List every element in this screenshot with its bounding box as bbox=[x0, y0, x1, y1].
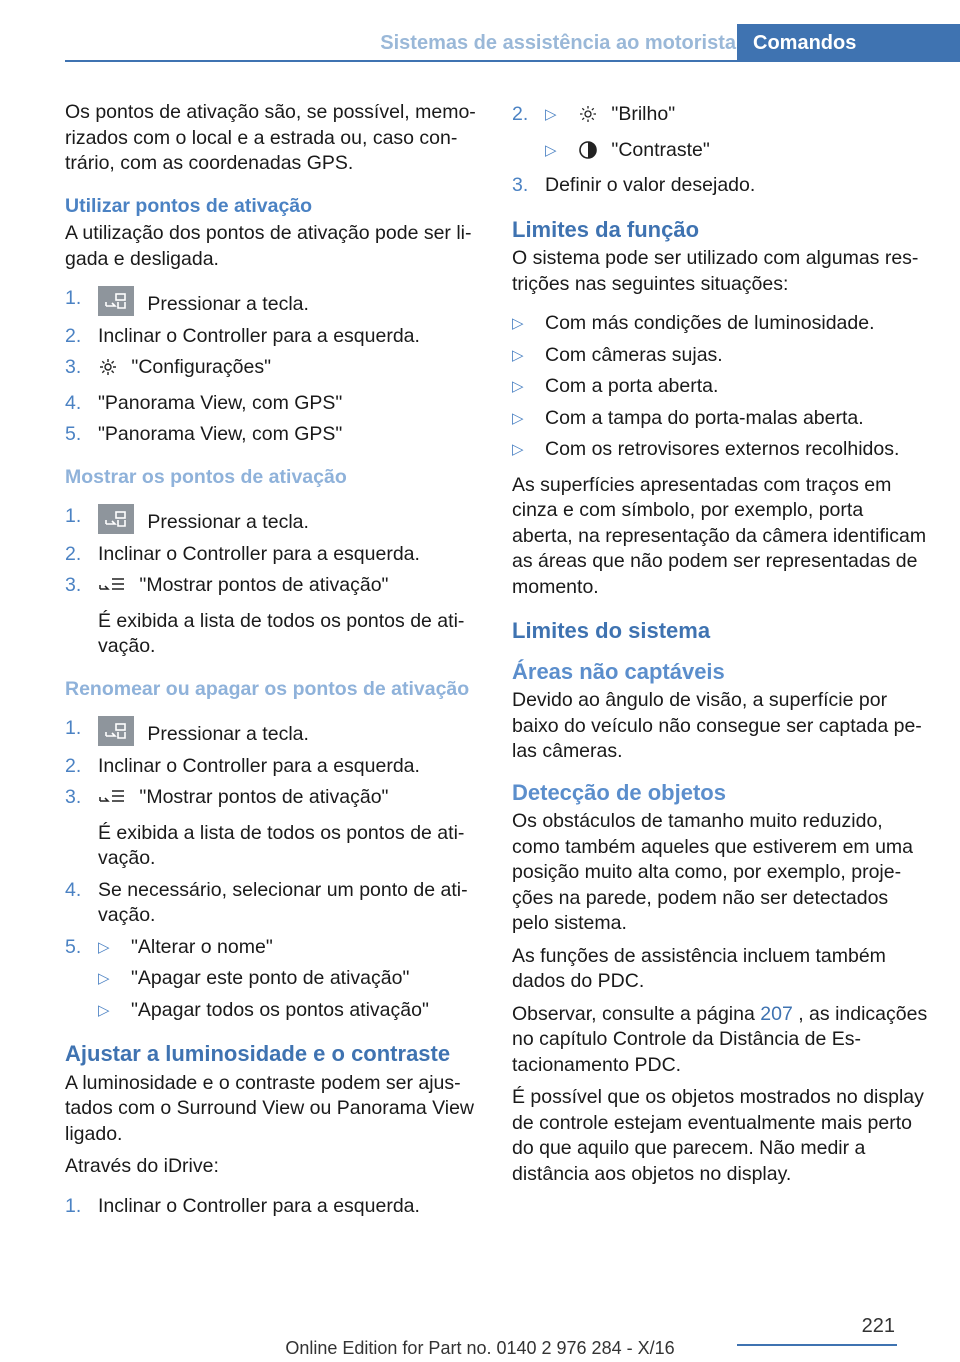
list-item bbox=[65, 422, 483, 448]
list-item bbox=[512, 437, 928, 463]
step-text: "Mostrar pontos de ativação" bbox=[139, 786, 389, 808]
option-text: "Apagar este ponto de ativação" bbox=[131, 967, 410, 989]
steps-list bbox=[65, 504, 483, 660]
step-number: 1. bbox=[65, 717, 82, 739]
option-text: "Brilho" bbox=[611, 103, 676, 125]
list-item bbox=[65, 716, 483, 748]
bullet-text: Com más condições de luminosidade. bbox=[545, 312, 875, 334]
heading-system-limits: Limites do sistema bbox=[512, 618, 711, 643]
step-number: 4. bbox=[65, 391, 82, 414]
paragraph: É possível que os objetos mostrados no display de controle estejam eventualmente mais perto do que aquilo que parecem. Não medir a distância aos objetos no display. bbox=[512, 1086, 924, 1185]
list-item bbox=[65, 935, 483, 1024]
list-item bbox=[98, 966, 483, 992]
step-text: Se necessário, selecionar um ponto de ativação. bbox=[98, 878, 468, 926]
step-number: 2. bbox=[65, 542, 82, 565]
option-text: "Apagar todos os pontos ativação" bbox=[131, 998, 429, 1021]
list-item bbox=[65, 355, 483, 385]
step-text: "Panorama View, com GPS" bbox=[98, 391, 343, 414]
list-item bbox=[512, 311, 928, 337]
step-number: 4. bbox=[65, 878, 82, 901]
edition-text: Online Edition for Part no. 0140 2 976 284 - X/16 bbox=[285, 1338, 675, 1358]
step-text: Definir o valor desejado. bbox=[545, 174, 756, 196]
step-number: 5. bbox=[65, 423, 82, 445]
intro-paragraph: Os pontos de ativação são, se possível, memorizados com o local e a estrada ou, caso contrário, com as coordenadas GPS. bbox=[65, 101, 476, 174]
step-text: Pressionar a tecla. bbox=[147, 293, 309, 315]
subheading-use-activation-points: Utilizar pontos de ativação bbox=[65, 194, 313, 217]
steps-list bbox=[65, 1194, 483, 1220]
step-text: "Configurações" bbox=[131, 356, 272, 378]
contrast-icon bbox=[578, 140, 598, 168]
brightness-icon bbox=[578, 104, 598, 132]
triangle-bullet-icon: ▷ bbox=[512, 346, 524, 364]
right-column bbox=[512, 100, 928, 1194]
list-item bbox=[65, 754, 483, 780]
step-number: 1. bbox=[65, 1194, 82, 1217]
step-text: "Panorama View, com GPS" bbox=[98, 423, 343, 445]
page-number: 221 bbox=[861, 1315, 895, 1337]
options-list bbox=[98, 935, 483, 1024]
paragraph: O sistema pode ser utilizado com algumas restrições nas seguintes situações: bbox=[512, 247, 919, 295]
list-item bbox=[65, 286, 483, 318]
page-reference-link[interactable]: 207 bbox=[760, 1002, 793, 1025]
triangle-bullet-icon: ▷ bbox=[545, 106, 557, 123]
list-item bbox=[512, 173, 928, 199]
camera-key-icon bbox=[98, 716, 134, 746]
step-continuation: É exibida a lista de todos os pontos de ativação. bbox=[98, 821, 465, 869]
camera-key-icon bbox=[98, 504, 134, 534]
paragraph: Através do iDrive: bbox=[65, 1155, 219, 1177]
list-item bbox=[65, 1194, 483, 1220]
paragraph: A luminosidade e o contraste podem ser ajustados com o Surround View ou Panorama View ligado. bbox=[65, 1071, 475, 1145]
list-item bbox=[65, 542, 483, 568]
step-continuation: É exibida a lista de todos os pontos de ativação. bbox=[98, 609, 465, 657]
list-item bbox=[512, 374, 928, 400]
bullet-text: Com a tampa do porta-malas aberta. bbox=[545, 406, 864, 429]
step-number: 2. bbox=[65, 754, 82, 777]
triangle-bullet-icon: ▷ bbox=[512, 315, 524, 332]
step-text: Pressionar a tecla. bbox=[147, 511, 309, 533]
triangle-bullet-icon: ▷ bbox=[98, 970, 110, 987]
triangle-bullet-icon: ▷ bbox=[512, 409, 524, 427]
steps-list bbox=[512, 102, 928, 199]
subheading-rename-delete-activation-points: Renomear ou apagar os pontos de ativação bbox=[65, 677, 470, 700]
list-item bbox=[545, 102, 928, 132]
gear-icon bbox=[98, 357, 118, 385]
list-item bbox=[65, 573, 483, 660]
activation-list-icon bbox=[98, 787, 126, 815]
options-list bbox=[545, 102, 928, 167]
paragraph: Os obstáculos de tamanho muito reduzido, como também aqueles que estiverem em uma posição muito alta como, por exemplo, projeções na parede, podem não ser detectados pelo sistema. bbox=[512, 810, 914, 934]
steps-list bbox=[65, 716, 483, 1023]
option-text: "Alterar o nome" bbox=[131, 935, 273, 958]
paragraph: As superfícies apresentadas com traços em cinza e com símbolo, por exemplo, porta aberta, na representação da câmera identificam as áreas que não podem ser representadas de momento. bbox=[512, 473, 927, 598]
header-rule bbox=[65, 60, 737, 62]
chapter-tab: Comandos bbox=[737, 24, 960, 62]
paragraph-text: Observar, consulte a página bbox=[512, 1002, 761, 1025]
step-text: "Mostrar pontos de ativação" bbox=[139, 574, 389, 596]
left-column bbox=[65, 100, 483, 1229]
paragraph-text: , as indicações no capítulo Controle da Distância de Estacionamento PDC. bbox=[512, 1002, 928, 1076]
triangle-bullet-icon: ▷ bbox=[98, 938, 110, 956]
paragraph: Devido ao ângulo de visão, a superfície por baixo do veículo não consegue ser captada pelas câmeras. bbox=[512, 689, 922, 762]
step-text: Inclinar o Controller para a esquerda. bbox=[98, 1194, 420, 1217]
bullet-text: Com a porta aberta. bbox=[545, 375, 719, 397]
step-number: 3. bbox=[65, 356, 82, 378]
list-item bbox=[98, 998, 483, 1024]
triangle-bullet-icon: ▷ bbox=[545, 141, 557, 159]
step-number: 3. bbox=[65, 574, 82, 596]
triangle-bullet-icon: ▷ bbox=[512, 378, 524, 395]
list-item bbox=[545, 138, 928, 168]
step-text: Inclinar o Controller para a esquerda. bbox=[98, 754, 420, 777]
heading-brightness-contrast: Ajustar a luminosidade e o contraste bbox=[65, 1041, 451, 1066]
bullet-text: Com câmeras sujas. bbox=[545, 343, 723, 366]
heading-function-limits: Limites da função bbox=[512, 216, 700, 242]
step-number: 3. bbox=[65, 786, 82, 808]
list-item bbox=[512, 102, 928, 167]
triangle-bullet-icon: ▷ bbox=[512, 441, 524, 458]
list-item bbox=[65, 504, 483, 536]
step-number: 5. bbox=[65, 935, 82, 958]
activation-list-icon bbox=[98, 575, 126, 603]
list-item bbox=[65, 878, 483, 929]
bullet-list bbox=[512, 311, 928, 463]
step-number: 1. bbox=[65, 505, 82, 527]
list-item bbox=[65, 391, 483, 417]
section-title: Sistemas de assistência ao motorista bbox=[380, 32, 736, 54]
list-item bbox=[512, 406, 928, 432]
bullet-text: Com os retrovisores externos recolhidos. bbox=[545, 438, 900, 460]
list-item bbox=[65, 785, 483, 872]
heading-object-detection: Detecção de objetos bbox=[512, 779, 726, 805]
option-text: "Contraste" bbox=[611, 138, 710, 161]
step-text: Pressionar a tecla. bbox=[147, 723, 309, 745]
paragraph bbox=[512, 1002, 928, 1079]
step-number: 2. bbox=[512, 103, 529, 125]
step-text: Inclinar o Controller para a esquerda. bbox=[98, 324, 420, 347]
step-number: 1. bbox=[65, 287, 82, 309]
list-item bbox=[512, 343, 928, 369]
step-number: 3. bbox=[512, 174, 529, 196]
camera-key-icon bbox=[98, 286, 134, 316]
list-item bbox=[65, 324, 483, 350]
heading-undetectable-areas: Áreas não captáveis bbox=[512, 658, 725, 684]
step-text: Inclinar o Controller para a esquerda. bbox=[98, 542, 420, 565]
paragraph: As funções de assistência incluem também dados do PDC. bbox=[512, 944, 886, 992]
paragraph: A utilização dos pontos de ativação pode ser ligada e desligada. bbox=[65, 222, 472, 270]
step-number: 2. bbox=[65, 324, 82, 347]
list-item bbox=[98, 935, 483, 961]
subheading-show-activation-points: Mostrar os pontos de ativação bbox=[65, 465, 347, 488]
steps-list bbox=[65, 286, 483, 448]
triangle-bullet-icon: ▷ bbox=[98, 1001, 110, 1019]
page-header bbox=[0, 0, 960, 62]
